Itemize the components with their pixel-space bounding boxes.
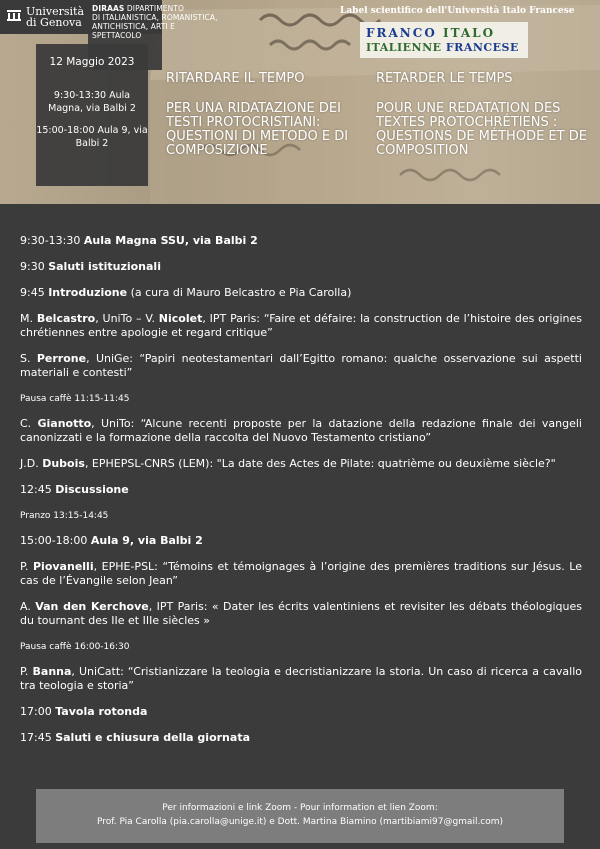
footer-line2: Prof. Pia Carolla (pia.carolla@unige.it) e Dott. Martina Biamino (martibiami97@gmail.com) [96,817,504,827]
franco-italo-line2 [366,41,519,54]
program-item-text: C. [20,417,38,430]
program-item-text: , UniTo – V. [95,312,159,325]
program-item [20,483,582,497]
date-box [36,44,148,186]
program-item-text: Pausa caffè 16:00-16:30 [20,642,130,652]
program-item-strong: Gianotto [37,417,92,430]
program-item-strong: Nicolet [158,312,203,325]
title-italian [166,72,371,158]
department-name [92,4,222,40]
unige-name [26,6,84,28]
franco-word: FRANCO [366,26,437,40]
program-item [20,509,582,523]
program-item-strong: Perrone [36,352,87,365]
title-fr-main: RETARDER LE TEMPS [376,71,513,86]
program-item-strong: Saluti e chiusura della giornata [55,731,250,744]
program-item [20,640,582,654]
header-banner [0,0,600,204]
footer-line1: Per informazioni e link Zoom - Pour information et lien Zoom: [162,803,438,813]
program-item-strong: Dubois [42,457,85,470]
title-it-main: RITARDARE IL TEMPO [166,71,305,86]
program-item-text: 9:30 [20,260,49,273]
program-item-text: , UniGe: “Papiri neotestamentari dall’Egitto romano: qualche osservazione sui aspetti materiali e contesti” [20,352,582,379]
program-item [20,286,582,300]
program-item [20,234,582,248]
unige-name-line1: Università [26,5,84,18]
italienne-word: ITALIENNE [366,41,442,54]
title-it-sub: PER UNA RIDATAZIONE DEI TESTI PROTOCRISTIANI: QUESTIONI DI METODO E DI COMPOSIZIONE [166,101,349,158]
program-area [0,204,600,849]
program-item-text: 12:45 [20,483,56,496]
program-item-text: , IPT Paris: « Dater les écrits valentiniens et revisiter les débats théologiques du tournant des IIe et IIIe siècles » [20,600,583,627]
program-item [20,534,582,548]
program-item-text: , IPT Paris: “Faire et défaire: la construction de l’histoire des origines chrétiennes entre apologie et regard critique” [20,312,582,339]
program-item-strong: Belcastro [36,312,96,325]
program-item-text: J.D. [20,457,43,470]
program-item-text: 17:00 [20,705,56,718]
dept-line1: DIPARTIMENTO [126,4,185,13]
dept-abbr: DIRAAS [92,4,125,13]
program-item [20,417,582,445]
program-item [20,560,582,588]
program-item [20,392,582,406]
program-item-text: 17:45 [20,731,56,744]
program-item-text: S. [20,352,37,365]
program-item-strong: Aula 9, via Balbi 2 [90,534,203,547]
program-item [20,260,582,274]
session2-info: 15:00-18:00 Aula 9, via Balbi 2 [36,125,148,149]
program-item-strong: Piovanelli [33,560,94,573]
program-item-text: Pausa caffè 11:15-11:45 [20,394,130,404]
program-item-strong: Tavola rotonda [55,705,148,718]
program-item-text: P. [20,665,33,678]
program-item [20,312,582,340]
program-item-strong: Discussione [55,483,129,496]
program-item-strong: Aula Magna SSU, via Balbi 2 [83,234,258,247]
session1-info: 9:30-13:30 Aula Magna, via Balbi 2 [48,90,136,114]
program-item-strong: Introduzione [48,286,128,299]
program-item [20,457,582,471]
dept-line2: DI ITALIANISTICA, ROMANISTICA, [92,13,218,22]
event-date: 12 Maggio 2023 [49,56,135,68]
program-item-text: , EPHEPSL-CNRS (LEM): "La date des Actes de Pilate: quatrième ou deuxième siècle?" [84,457,556,470]
program-item-strong: Van den Kerchove [35,600,149,613]
program-item-text: 15:00-18:00 [20,534,91,547]
unige-seal-icon [6,8,22,22]
program-item [20,731,582,745]
program-item-text: 9:45 [20,286,49,299]
program-item [20,665,582,693]
program-item-strong: Banna [32,665,72,678]
program-item-text: , UniCatt: “Cristianizzare la teologia e decristianizzare la storia. Un caso di ricerca a cavallo tra teologia e storia” [20,665,583,692]
franco-italo-line1 [366,26,495,40]
label-scientifico: Label scientifico dell'Università Italo Francese [340,6,575,16]
program-item-strong: Saluti istituzionali [48,260,161,273]
program-list [20,234,582,757]
program-item-text: M. [20,312,37,325]
program-item-text: P. [20,560,33,573]
dept-line3: ANTICHISTICA, ARTI E SPETTACOLO [92,22,176,40]
contact-footer [36,789,564,843]
program-item-text: A. [20,600,36,613]
italo-word: ITALO [442,26,496,40]
program-item-text: Pranzo 13:15-14:45 [20,511,109,521]
title-french [376,72,591,158]
program-item-text: , EPHE-PSL: “Témoins et témoignages à l’origine des premières traditions sur Jésus. Le cas de l’Évangile selon Jean” [20,560,582,587]
program-item-text: 9:30-13:30 [20,234,84,247]
program-item-text: (a cura di Mauro Belcastro e Pia Carolla) [127,286,352,299]
program-item [20,705,582,719]
program-item [20,600,582,628]
francese-word: FRANCESE [445,41,519,54]
program-item-text: , UniTo: “Alcune recenti proposte per la datazione della redazione finale dei vangeli canonizzati e la formazione della raccolta del Nuovo Testamento cristiano” [20,417,582,444]
program-item [20,352,582,380]
unige-name-line2: di Genova [26,16,82,29]
title-fr-sub: POUR UNE REDATATION DES TEXTES PROTOCHRÉTIENS : QUESTIONS DE MÉTHODE ET DE COMPOSITION [376,101,587,158]
